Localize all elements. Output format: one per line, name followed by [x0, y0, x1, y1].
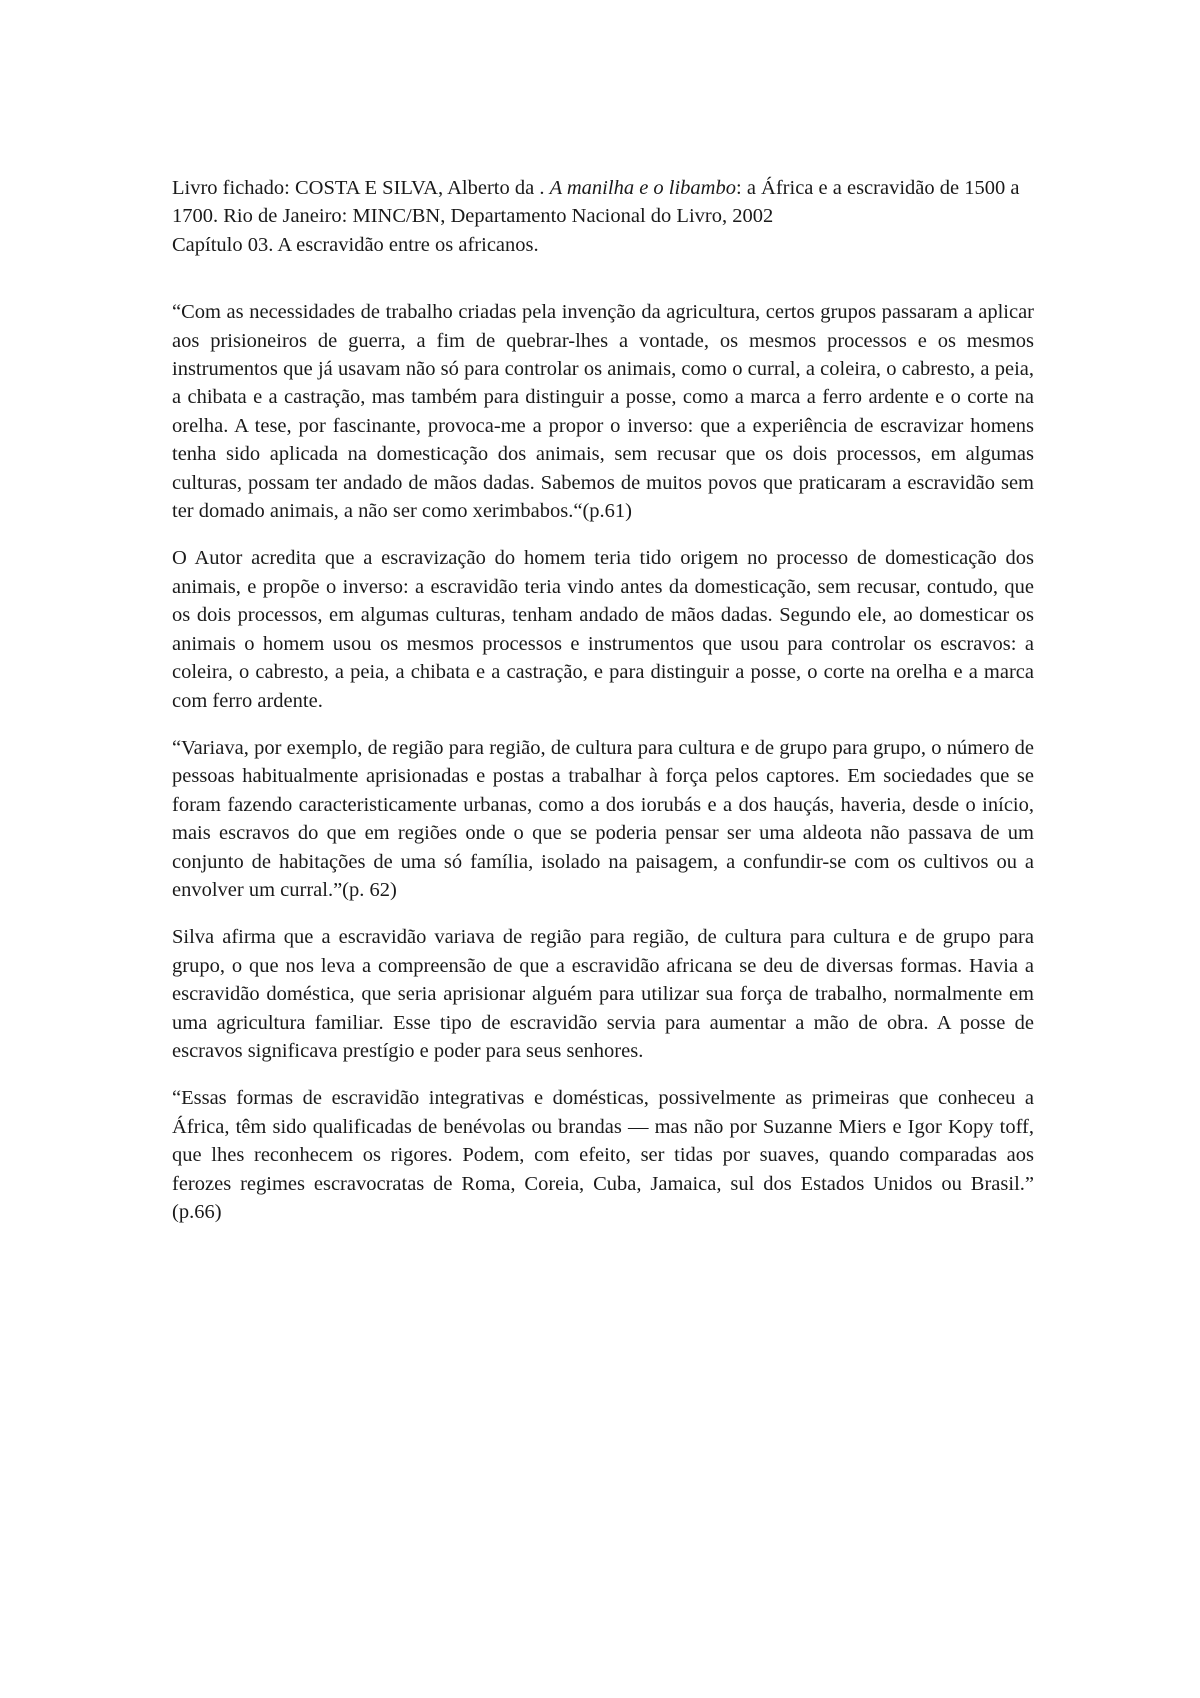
reference-suffix: : a África e a escravidão de 1500 a 1700. Rio de Janeiro: MINC/BN, Departamento Nacional do Livro, 2002	[172, 177, 1020, 228]
commentary-paragraph-1: O Autor acredita que a escravização do homem teria tido origem no processo de domesticação dos animais, e propõe o inverso: a escravidão teria vindo antes da domesticação, sem recusar, contudo, que os dois processos, em algumas culturas, tenham andado de mãos dadas. Segundo ele, ao domesticar os animais o homem usou os mesmos processos e instrumentos que usou para controlar os escravos: a coleira, o cabresto, a peia, a chibata e a castração, e para distinguir a posse, o corte na orelha e a marca com ferro ardente.	[172, 547, 1034, 712]
quote-paragraph-1: “Com as necessidades de trabalho criadas pela invenção da agricultura, certos grupos passaram a aplicar aos prisioneiros de guerra, a fim de quebrar-lhes a vontade, os mesmos processos e os mesmos instrumentos que já usavam não só para controlar os animais, como o curral, a coleira, o cabresto, a peia, a chibata e a castração, mas também para distinguir a posse, como a marca a ferro ardente e o corte na orelha. A tese, por fascinante, provoca-me a propor o inverso: que a experiência de escravizar homens tenha sido aplicada na domesticação dos animais, sem recusar que os dois processos, em algumas culturas, possam ter andado de mãos dadas. Sabemos de muitos povos que praticaram a escravidão sem ter domado animais, a não ser como xerimbabos.“(p.61)	[172, 301, 1034, 523]
chapter-heading: Capítulo 03. A escravidão entre os africanos.	[172, 233, 539, 256]
quote-paragraph-2: “Variava, por exemplo, de região para região, de cultura para cultura e de grupo para grupo, o número de pessoas habitualmente aprisionadas e postas a trabalhar à força pelos captores. Em sociedades que se foram fazendo caracteristicamente urbanas, como a dos iorubás e a dos hauçás, haveria, desde o início, mais escravos do que em regiões onde o que se poderia pensar ser uma aldeota não passava de um conjunto de habitações de uma só família, isolado na paisagem, a confundir-se com os cultivos ou a envolver um curral.”(p. 62)	[172, 736, 1034, 901]
bibliographic-header	[172, 174, 1034, 259]
quote-paragraph-3: “Essas formas de escravidão integrativas e domésticas, possivelmente as primeiras que conheceu a África, têm sido qualificadas de benévolas ou brandas — mas não por Suzanne Miers e Igor Kopy toff, que lhes reconhecem os rigores. Podem, com efeito, ser tidas por suaves, quando comparadas aos ferozes regimes escravocratas de Roma, Coreia, Cuba, Jamaica, sul dos Estados Unidos ou Brasil.” (p.66)	[172, 1087, 1034, 1223]
commentary-paragraph-2: Silva afirma que a escravidão variava de região para região, de cultura para cultura e de grupo para grupo, o que nos leva a compreensão de que a escravidão africana se deu de diversas formas. Havia a escravidão doméstica, que seria aprisionar alguém para utilizar sua força de trabalho, normalmente em uma agricultura familiar. Esse tipo de escravidão servia para aumentar a mão de obra. A posse de escravos significava prestígio e poder para seus senhores.	[172, 926, 1034, 1062]
document-content	[172, 174, 1034, 1226]
bibliographic-reference	[172, 174, 1034, 231]
reference-prefix: Livro fichado: COSTA E SILVA, Alberto da .	[172, 177, 550, 199]
book-title: A manilha e o libambo	[549, 177, 736, 199]
